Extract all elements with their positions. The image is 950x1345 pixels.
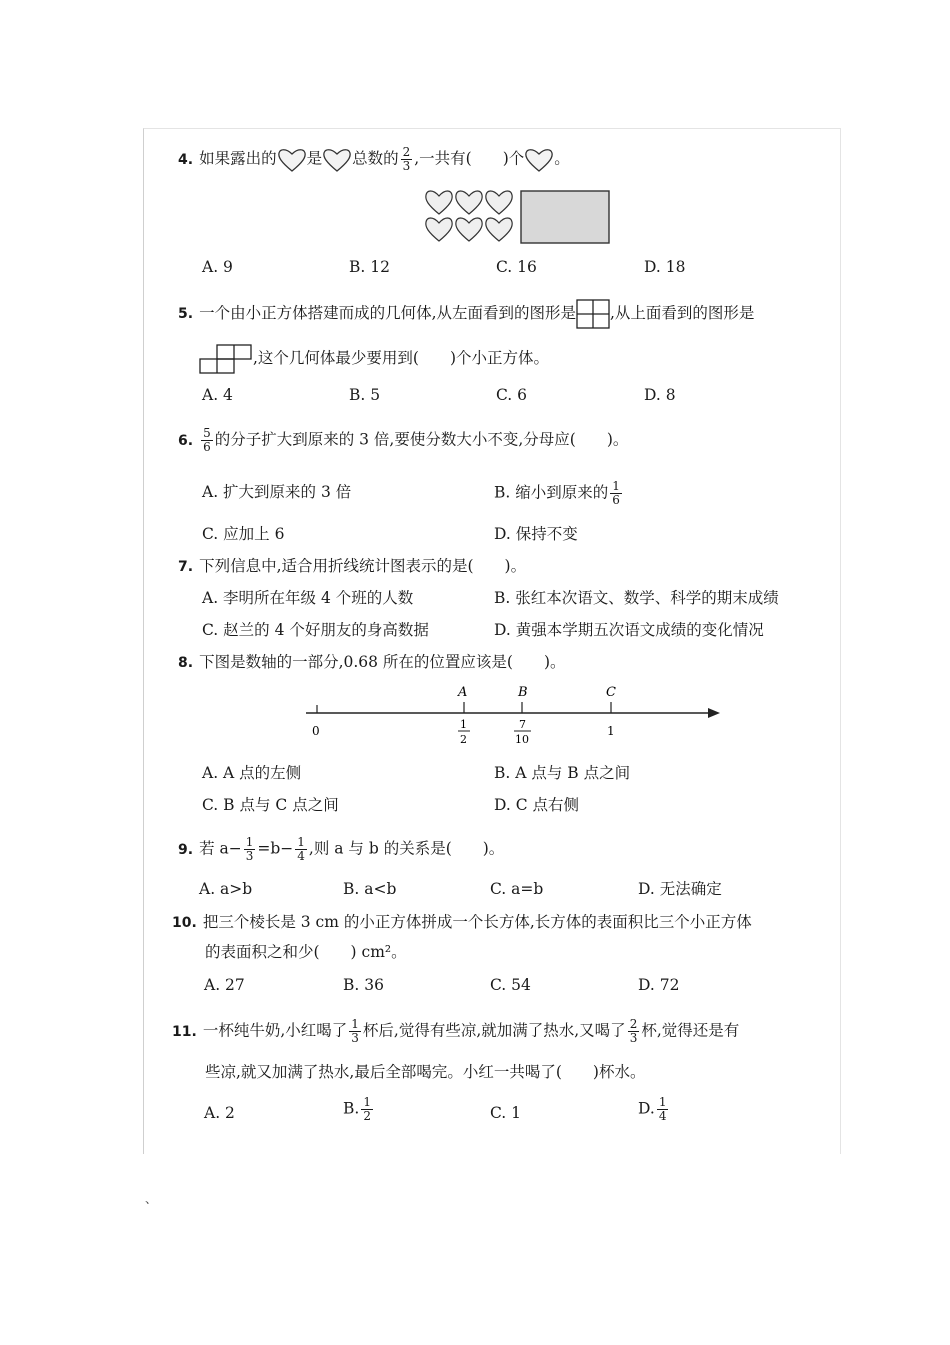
fraction: $\frac{5}{6}$ (203, 426, 211, 454)
question-text: =b− (257, 839, 294, 858)
question-text: ,从上面看到的图形是 (610, 304, 755, 322)
option-b[interactable]: B. 36 (343, 976, 384, 994)
question-text: 总数的 (352, 149, 399, 168)
question-text: 的分子扩大到原来的 3 倍,要使分数大小不变,分母应( )。 (214, 430, 629, 449)
question-8 (178, 652, 566, 673)
option-d[interactable]: D. 无法确定 (638, 880, 722, 898)
option-a[interactable]: A. 2 (204, 1104, 235, 1122)
number-line (300, 680, 730, 752)
question-9 (178, 836, 504, 863)
question-number: 9. (178, 841, 194, 858)
question-11-line2: 些凉,就又加满了热水,最后全部喝完。小红一共喝了( )杯水。 (205, 1063, 646, 1081)
question-5 (178, 299, 754, 329)
label-b-den: 10 (515, 733, 529, 746)
corner-mark: 、 (145, 1192, 158, 1206)
heart-icon (524, 147, 554, 173)
option-c[interactable]: C. 1 (490, 1104, 522, 1122)
option-a[interactable]: A. A 点的左侧 (202, 764, 302, 782)
option-b[interactable]: B. A 点与 B 点之间 (494, 764, 631, 782)
question-text: 一个由小正方体搭建而成的几何体,从左面看到的图形是 (199, 304, 576, 322)
heart-icon (426, 191, 452, 214)
fraction: $\frac{1}{3}$ (351, 1017, 359, 1045)
point-c-label: C (606, 685, 616, 700)
option-d[interactable]: D. 8 (644, 386, 676, 404)
worksheet-page (143, 128, 841, 1154)
label-b-num: 7 (519, 718, 526, 731)
label-one: 1 (607, 724, 615, 738)
option-text: D. (638, 1099, 655, 1118)
hearts-figure (424, 188, 614, 246)
covered-box (521, 191, 609, 243)
option-d[interactable]: D. 72 (638, 976, 680, 994)
question-number: 11. (172, 1023, 197, 1040)
label-zero: 0 (312, 724, 320, 738)
option-b[interactable] (343, 1096, 375, 1123)
option-b[interactable] (494, 480, 624, 507)
question-7 (178, 556, 526, 577)
option-c[interactable]: C. 16 (496, 258, 537, 276)
option-c[interactable]: C. 6 (496, 386, 528, 404)
option-c[interactable]: C. a=b (490, 880, 544, 898)
heart-icon (456, 191, 482, 214)
point-b-label: B (518, 685, 528, 700)
heart-icon (322, 147, 352, 173)
option-a[interactable]: A. a>b (199, 880, 253, 898)
question-text: ,这个几何体最少要用到( )个小正方体。 (253, 349, 550, 367)
option-a[interactable]: A. 9 (202, 258, 233, 276)
option-d[interactable]: D. 保持不变 (494, 525, 578, 543)
question-text: ,一共有( )个 (414, 149, 525, 168)
option-a[interactable]: A. 李明所在年级 4 个班的人数 (202, 589, 414, 607)
option-text: B. 缩小到原来的 (494, 483, 609, 502)
fraction: $\frac{1}{6}$ (612, 479, 620, 507)
question-number: 5. (178, 306, 194, 322)
question-6 (178, 427, 628, 454)
option-c[interactable]: C. 赵兰的 4 个好朋友的身高数据 (202, 621, 429, 639)
option-a[interactable]: A. 扩大到原来的 3 倍 (202, 483, 352, 501)
question-text: 若 a− (199, 839, 242, 858)
question-10 (172, 912, 752, 933)
fraction: $\frac{1}{4}$ (658, 1095, 667, 1123)
option-c[interactable]: C. 54 (490, 976, 531, 994)
option-a[interactable]: A. 4 (202, 386, 233, 404)
option-d[interactable] (638, 1096, 670, 1123)
question-text: ,则 a 与 b 的关系是( )。 (308, 839, 505, 858)
option-b[interactable]: B. a<b (343, 880, 397, 898)
heart-icon (426, 218, 452, 241)
fraction: $\frac{1}{3}$ (245, 835, 254, 863)
question-text: 下列信息中,适合用折线统计图表示的是( )。 (199, 557, 527, 575)
question-number: 4. (178, 151, 194, 168)
question-number: 10. (172, 915, 197, 931)
option-text: B. (343, 1099, 360, 1118)
option-d[interactable]: D. 18 (644, 258, 686, 276)
point-a-label: A (458, 685, 468, 700)
question-11 (172, 1018, 739, 1045)
fraction: $\frac{1}{2}$ (363, 1095, 371, 1123)
question-text: 杯,觉得还是有 (641, 1021, 740, 1040)
option-a[interactable]: A. 27 (204, 976, 245, 994)
question-4 (178, 146, 570, 173)
option-b[interactable]: B. 5 (349, 386, 381, 404)
fraction: $\frac{2}{3}$ (402, 145, 411, 173)
question-10-line2: 的表面积之和少( ) cm²。 (205, 943, 407, 961)
option-d[interactable]: D. 黄强本学期五次语文成绩的变化情况 (494, 621, 764, 639)
question-text: 下图是数轴的一部分,0.68 所在的位置应该是( )。 (199, 653, 566, 671)
question-text: 如果露出的 (199, 149, 277, 168)
heart-icon (277, 147, 307, 173)
question-text: 是 (306, 149, 323, 168)
label-a-num: 1 (460, 718, 467, 731)
heart-icon (486, 218, 512, 241)
option-b[interactable]: B. 12 (349, 258, 390, 276)
left-view-figure (576, 299, 610, 329)
top-view-figure (199, 344, 253, 374)
question-number: 8. (178, 655, 194, 671)
question-text: 一杯纯牛奶,小红喝了 (202, 1021, 348, 1040)
question-text: 把三个棱长是 3 cm 的小正方体拼成一个长方体,长方体的表面积比三个小正方体 (202, 913, 752, 931)
option-c[interactable]: C. B 点与 C 点之间 (202, 796, 339, 814)
axis-arrow (708, 708, 720, 718)
fraction: $\frac{1}{4}$ (297, 835, 305, 863)
label-a-den: 2 (460, 733, 467, 746)
question-5-line2 (199, 344, 549, 374)
option-c[interactable]: C. 应加上 6 (202, 525, 285, 543)
heart-icon (456, 218, 482, 241)
option-b[interactable]: B. 张红本次语文、数学、科学的期末成绩 (494, 589, 779, 607)
question-text: 杯后,觉得有些凉,就加满了热水,又喝了 (362, 1021, 626, 1040)
fraction: $\frac{2}{3}$ (629, 1017, 638, 1045)
question-number: 6. (178, 432, 194, 449)
question-text: 。 (554, 149, 570, 168)
option-d[interactable]: D. C 点右侧 (494, 796, 580, 814)
question-number: 7. (178, 559, 194, 575)
heart-icon (486, 191, 512, 214)
